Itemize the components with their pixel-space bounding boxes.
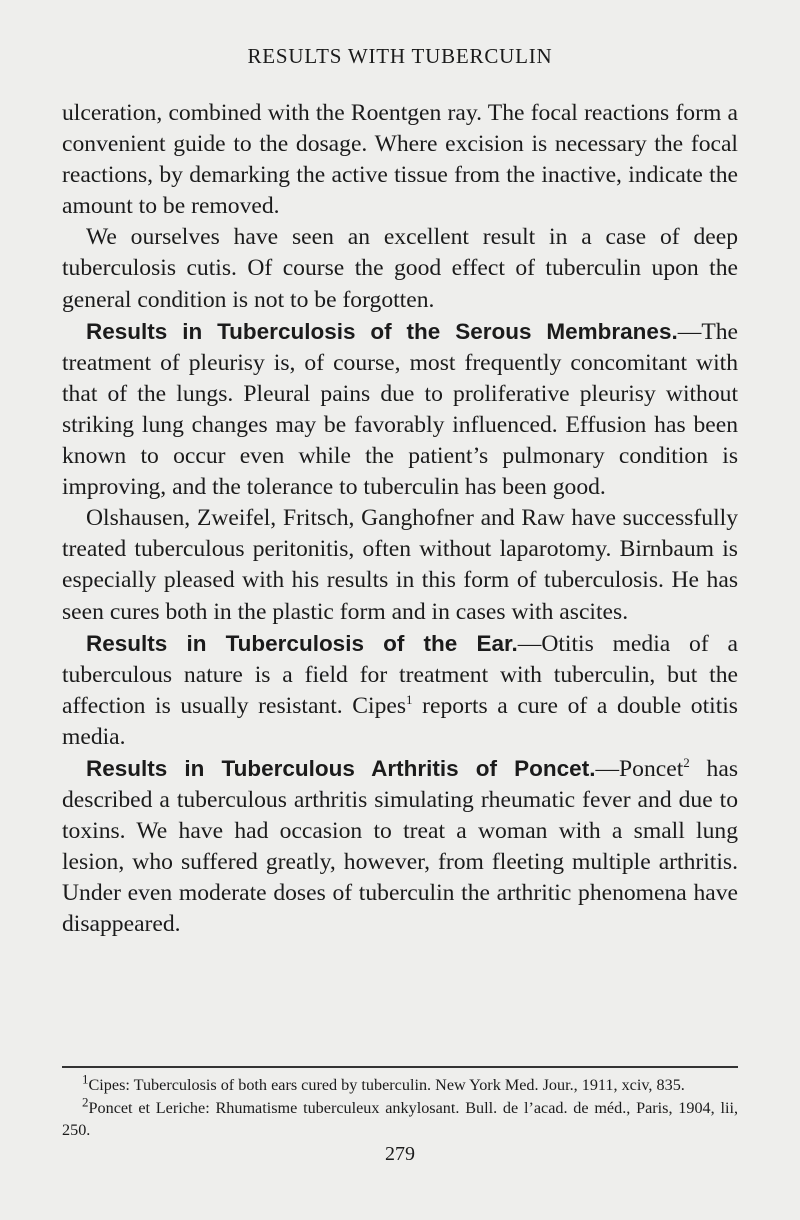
footnote-mark: 2: [82, 1094, 89, 1110]
section-heading: Results in Tuberculosis of the Ear.: [86, 630, 518, 656]
section-heading: Results in Tuberculous Arthritis of Poncet.: [86, 755, 596, 781]
page-number: 279: [385, 1143, 415, 1165]
footnote-text: Poncet et Leriche: Rhumatisme tuberculeux ankylosant. Bull. de l’acad. de méd., Paris, 1904, lii, 250.: [62, 1098, 738, 1139]
paragraph-text: —The treatment of pleurisy is, of course, most frequently concomitant with that of the lungs. Pleural pains due to proliferative pleurisy without striking lung changes may be favorably influenced. Effusion has been known to occur even while the patient’s pulmonary condition is improving, and the tolerance to tuberculin has been good.: [62, 318, 738, 501]
paragraph: [62, 753, 738, 941]
footnote-reference: 1: [406, 691, 413, 707]
running-head: RESULTS WITH TUBERCULIN: [247, 44, 553, 68]
paragraph-text: reports a cure of a double otitis media.: [62, 692, 738, 750]
footnote: [62, 1071, 738, 1097]
paragraph-text: —Poncet: [595, 755, 684, 782]
paragraph: Olshausen, Zweifel, Fritsch, Ganghofner and Raw have successfully treated tuberculous peritonitis, often without laparotomy. Birnbaum is especially pleased with his results in this form of tuberculosis. He has seen cures both in the plastic form and in cases with ascites.: [62, 505, 738, 625]
body-text: [62, 98, 738, 941]
paragraph: [62, 316, 738, 504]
paragraph: [62, 628, 738, 753]
footnotes: [62, 1071, 738, 1142]
footnote-text: Cipes: Tuberculosis of both ears cured by tuberculin. New York Med. Jour., 1911, xciv, 835.: [88, 1076, 685, 1094]
paragraph: ulceration, combined with the Roentgen ray. The focal reactions form a convenient guide to the dosage. Where excision is necessary the focal reactions, by demarking the active tissue from the inactive, indicate the amount to be removed.: [62, 100, 738, 220]
paragraph-text: —Otitis media of a tuberculous nature is a field for treatment with tuberculin, but the affection is usually resistant. Cipes: [62, 630, 738, 719]
footnote: [62, 1094, 738, 1142]
footnote-mark: 1: [82, 1071, 89, 1087]
paragraph-text: has described a tuberculous arthritis simulating rheumatic fever and due to toxins. We have had occasion to treat a woman with a small lung lesion, who suffered greatly, however, from fleeting multiple arthritis. Under even moderate doses of tuberculin the arthritic phenomena have disappeared.: [62, 755, 738, 938]
footnote-rule: [62, 1066, 738, 1068]
section-heading: Results in Tuberculosis of the Serous Membranes.: [86, 318, 678, 344]
paragraph: We ourselves have seen an excellent result in a case of deep tuberculosis cutis. Of course the good effect of tuberculin upon the general condition is not to be forgotten.: [62, 224, 738, 313]
footnote-reference: 2: [683, 755, 690, 771]
